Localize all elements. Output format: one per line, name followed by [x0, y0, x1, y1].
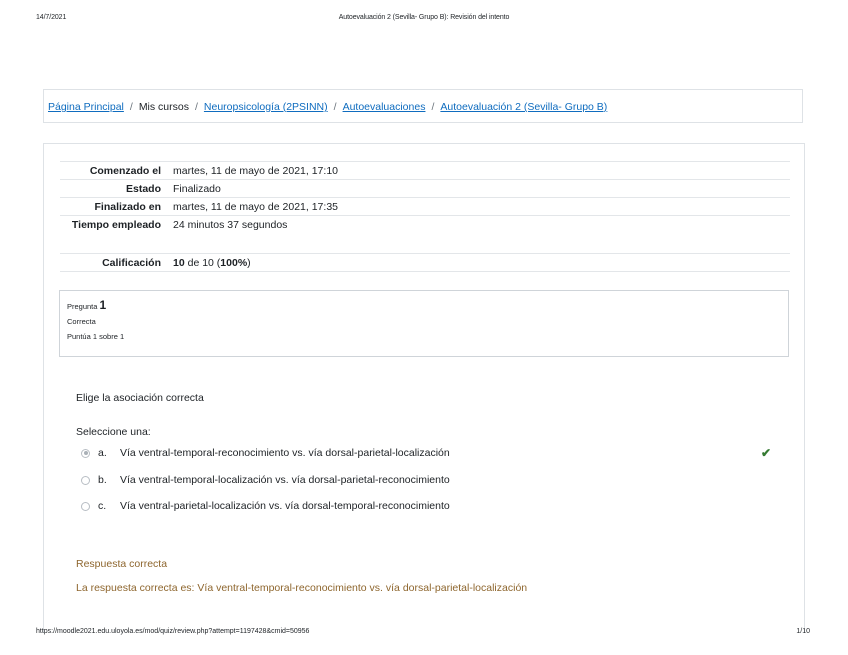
- radio-selected-icon[interactable]: [81, 449, 90, 458]
- summary-value: 24 minutos 37 segundos: [173, 219, 288, 231]
- breadcrumb-course-link[interactable]: Neuropsicología (2PSINN): [203, 101, 328, 113]
- question-number-value: 1: [99, 298, 107, 312]
- summary-row-grade: [60, 254, 790, 272]
- check-icon: ✔: [760, 446, 771, 460]
- answer-letter: c.: [98, 500, 107, 512]
- breadcrumb-separator: /: [129, 101, 133, 113]
- summary-label: Calificación: [102, 257, 161, 269]
- print-title: Autoevaluación 2 (Sevilla- Grupo B): Revisión del intento: [338, 14, 510, 21]
- print-url: https://moodle2021.edu.uloyola.es/mod/quiz/review.php?attempt=1197428&cmid=50956: [36, 628, 310, 635]
- print-date: 14/7/2021: [36, 14, 67, 21]
- summary-value: martes, 11 de mayo de 2021, 17:10: [173, 165, 338, 177]
- breadcrumb-separator: /: [333, 101, 337, 113]
- answer-text: Vía ventral-parietal-localización vs. vía dorsal-temporal-reconocimiento: [120, 500, 450, 512]
- answer-text: Vía ventral-temporal-reconocimiento vs. vía dorsal-parietal-localización: [120, 447, 450, 459]
- summary-row-time: [60, 216, 790, 254]
- summary-value: [173, 257, 790, 269]
- breadcrumb-separator: /: [431, 101, 435, 113]
- summary-row-finished: [60, 198, 790, 216]
- summary-label: Tiempo empleado: [71, 219, 161, 231]
- attempt-summary-table: [60, 161, 790, 272]
- breadcrumb-section-link[interactable]: Autoevaluaciones: [342, 101, 426, 113]
- summary-value: martes, 11 de mayo de 2021, 17:35: [173, 201, 338, 213]
- question-grade: Puntúa 1 sobre 1: [67, 332, 125, 341]
- print-header: [0, 14, 848, 28]
- summary-label: Finalizado en: [94, 201, 161, 213]
- grade-out-of: de 10 (: [184, 257, 221, 269]
- question-text: Elige la asociación correcta: [76, 392, 204, 404]
- print-footer: [0, 628, 848, 640]
- answer-prompt: Seleccione una:: [76, 426, 151, 438]
- answer-option-b[interactable]: [81, 472, 771, 488]
- summary-label: Estado: [125, 183, 161, 195]
- answer-option-c[interactable]: [81, 498, 771, 514]
- radio-icon[interactable]: [81, 476, 90, 485]
- question-state: Correcta: [67, 317, 96, 326]
- grade-score: 10: [173, 257, 185, 269]
- answer-text: Vía ventral-temporal-localización vs. vía dorsal-parietal-reconocimiento: [120, 474, 450, 486]
- print-page-number: 1/10: [796, 628, 810, 635]
- feedback-title: Respuesta correcta: [76, 558, 168, 570]
- grade-close: ): [247, 257, 251, 269]
- breadcrumb-home-link[interactable]: Página Principal: [48, 101, 124, 113]
- question-info-box: [59, 290, 789, 357]
- radio-icon[interactable]: [81, 502, 90, 511]
- answer-option-a[interactable]: [81, 445, 771, 461]
- answer-letter: a.: [98, 447, 107, 459]
- feedback-correct-answer: La respuesta correcta es: Vía ventral-temporal-reconocimiento vs. vía dorsal-parietal-localización: [76, 582, 528, 594]
- breadcrumb: [43, 89, 803, 123]
- summary-row-state: [60, 180, 790, 198]
- question-number: [67, 298, 788, 314]
- question-label: Pregunta: [67, 302, 98, 311]
- summary-label: Comenzado el: [89, 165, 161, 177]
- answer-letter: b.: [98, 474, 107, 486]
- summary-value: Finalizado: [173, 183, 221, 195]
- grade-percent: 100%: [220, 257, 248, 269]
- breadcrumb-separator: /: [195, 101, 198, 113]
- breadcrumb-my-courses: Mis cursos: [138, 101, 189, 113]
- breadcrumb-quiz-link[interactable]: Autoevaluación 2 (Sevilla- Grupo B): [440, 101, 608, 113]
- summary-row-started: [60, 162, 790, 180]
